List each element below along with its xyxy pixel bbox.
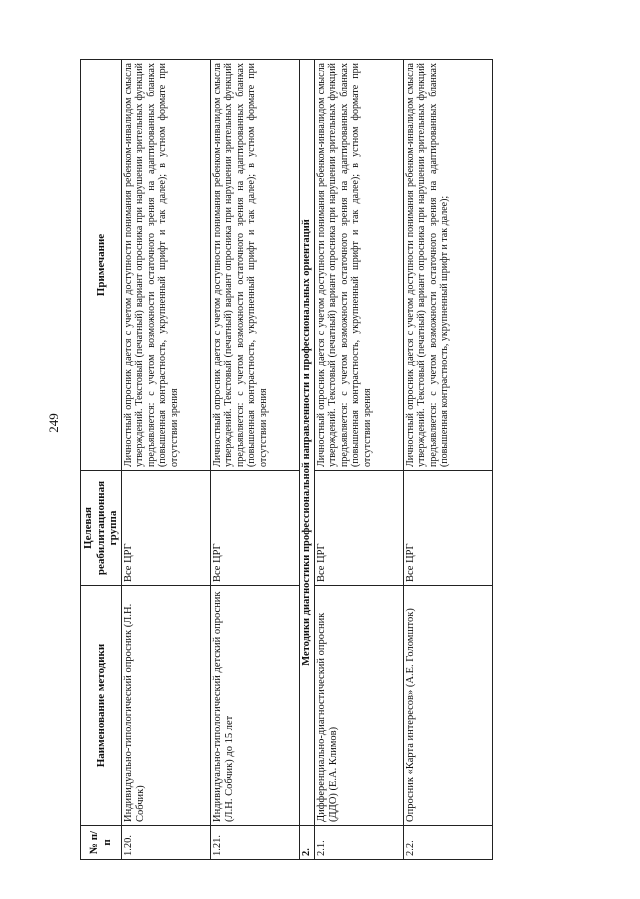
section-num: 2.: [299, 826, 314, 860]
table-row: [121, 60, 210, 860]
section-row: [299, 60, 314, 860]
row-num: 2.2.: [403, 826, 492, 860]
header-note: Примечание: [81, 60, 122, 471]
target-group: Все ЦРГ: [210, 471, 299, 586]
header-group: Целевая реабилитационная группа: [81, 471, 122, 586]
method-name: Индивидуально-типологический детский опросник (Л.Н. Собчик) до 15 лет: [210, 586, 299, 826]
target-group: Все ЦРГ: [403, 471, 492, 586]
page-number: 249: [46, 413, 61, 433]
method-note: Личностный опросник дается с учетом доступности понимания ребенком-инвалидом смысла утверждений. Текстовый (печатный) вариант опросника при нарушении зрительных функций предъявляется: с учетом возможности остаточного зрения на адаптированных бланках (повышенная контрастность, укрупненный шрифт и так далее); в устном формате при отсутствии зрения: [121, 60, 210, 471]
method-name: Дифференциально-диагностический опросник (ДДО) (Е.А. Климов): [314, 586, 403, 826]
methods-table: [80, 59, 493, 860]
row-num: 1.20.: [121, 826, 210, 860]
method-note: Личностный опросник дается с учетом доступности понимания ребенком-инвалидом смысла утверждений. Текстовый (печатный) вариант опросника при нарушении зрительных функций предъявляется: с учетом возможности остаточного зрения на адаптированных бланках (повышенная контрастность, укрупненный шрифт и так далее); в устном формате при отсутствии зрения: [314, 60, 403, 471]
method-note: Личностный опросник дается с учетом доступности понимания ребенком-инвалидом смысла утверждений. Текстовый (печатный) вариант опросника при нарушении зрительных функций предъявляется: с учетом возможности остаточного зрения на адаптированных бланках (повышенная контрастность, укрупненный шрифт и так далее);: [403, 60, 492, 471]
row-num: 1.21.: [210, 826, 299, 860]
header-name: Наименование методики: [81, 586, 122, 826]
row-num: 2.1.: [314, 826, 403, 860]
method-name: Индивидуально-типологический опросник (Л.Н. Собчик): [121, 586, 210, 826]
section-title: Методики диагностики профессиональной направленности и профессиональных ориентаций: [299, 60, 314, 826]
table-row: [210, 60, 299, 860]
target-group: Все ЦРГ: [121, 471, 210, 586]
method-note: Личностный опросник дается с учетом доступности понимания ребенком-инвалидом смысла утверждений. Текстовый (печатный) вариант опросника при нарушении зрительных функций предъявляется: с учетом возможности остаточного зрения на адаптированных бланках (повышенная контрастность, укрупненный шрифт и так далее); в устном формате при отсутствии зрения: [210, 60, 299, 471]
target-group: Все ЦРГ: [314, 471, 403, 586]
method-name: Опросник «Карта интересов» (А.Е. Голомшток): [403, 586, 492, 826]
table-row: [403, 60, 492, 860]
table-header-row: [81, 60, 122, 860]
header-num: № п/п: [81, 826, 122, 860]
table-row: [314, 60, 403, 860]
rotated-page-content: [80, 60, 600, 860]
